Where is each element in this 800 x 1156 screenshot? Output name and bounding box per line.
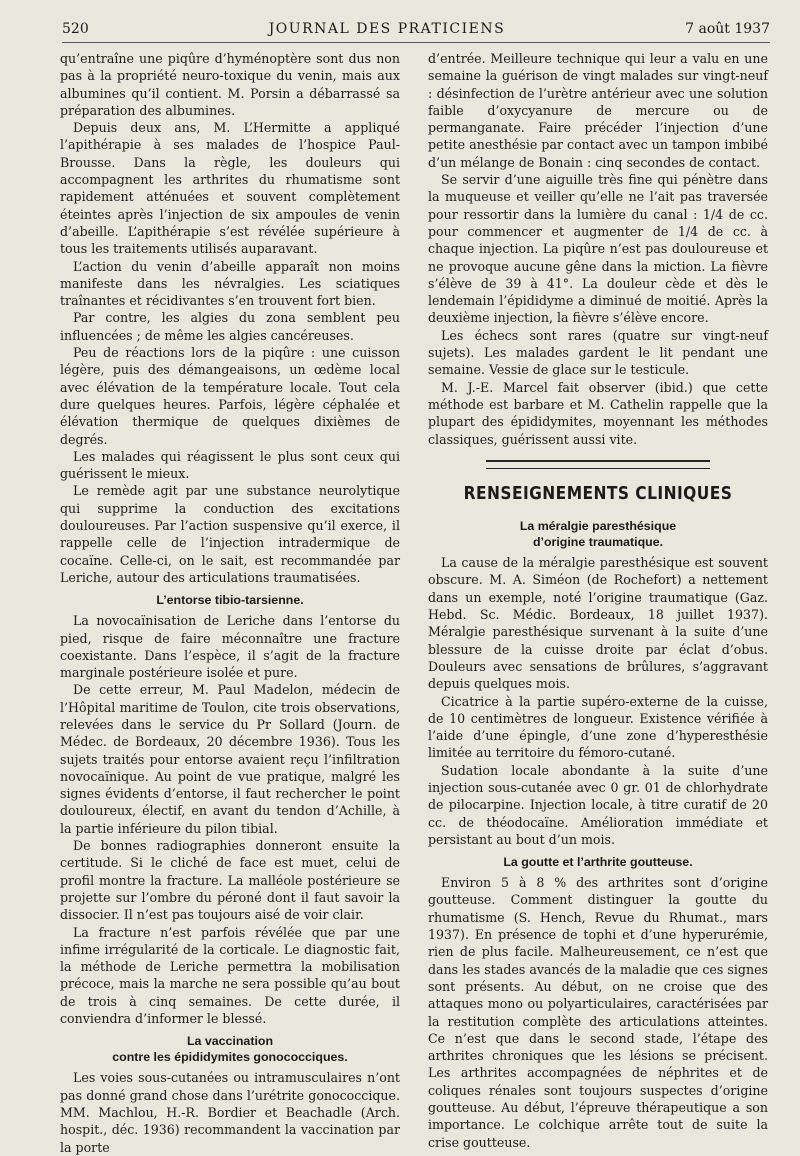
section-heading <box>60 1033 400 1065</box>
heading-line: La méralgie paresthésique <box>519 519 677 534</box>
issue-date: 7 août 1937 <box>685 21 770 37</box>
heading-line: La goutte et l’arthrite goutteuse. <box>503 855 693 870</box>
paragraph: Se servir d’une aiguille très fine qui pénètre dans la muqueuse et veiller qu’elle ne l’ait pas traversée pour ressortir dans la lumière du canal : 1/4 de cc. pour commencer et augmenter de 1/4 de cc. à chaque injection. La piqûre n’est pas douloureuse et ne provoque aucune gêne dans la miction. La fièvre s’élève de 39 à 41°. La douleur cède et dès le lendemain l’épididyme a diminué de moitié. Après la deuxième injection, la fièvre s’élève encore. <box>428 172 768 326</box>
right-column <box>428 50 768 1151</box>
paragraph: Le remède agit par une substance neurolytique qui supprime la conduction des excitations douloureuses. Par l’action suspensive qu’il exerce, il rappelle celle de l’injection intradermique de cocaïne. Celle-ci, on le sait, est recommandée par Leriche, autour des articulations traumatisées. <box>60 483 400 585</box>
section-divider <box>486 460 710 469</box>
heading-line: d’origine traumatique. <box>532 535 664 550</box>
paragraph: De bonnes radiographies donneront ensuite la certitude. Si le cliché de face est muet, celui de profil montre la fracture. La malléole postérieure se projette sur l’ombre du péroné dont il faut savoir la dissocier. Il n’est pas toujours aisé de voir clair. <box>60 838 400 923</box>
paragraph: La fracture n’est parfois révélée que par une infime irrégularité de la corticale. Le diagnostic fait, la méthode de Leriche permettra la mobilisation précoce, mais la marche ne sera possible qu’au bout de trois à cinq semaines. De cette durée, il conviendra d’informer le blessé. <box>60 924 400 1027</box>
paragraph: La cause de la méralgie paresthésique est souvent obscure. M. A. Siméon (de Rochefort) a nettement dans un exemple, noté l’origine traumatique (Gaz. Hebd. Sc. Médic. Bordeaux, 18 juillet 1937). Méralgie paresthésique survenant à la suite d’une blessure de la cuisse droite par éclat d’obus. Douleurs avec sensations de brûlures, s’aggravant depuis quelques mois. <box>428 555 768 692</box>
paragraph: M. J.-E. Marcel fait observer (ibid.) que cette méthode est barbare et M. Cathelin rappelle que la plupart des épididymites, moyennant les méthodes classiques, guérissent aussi vite. <box>428 379 768 447</box>
paragraph: L’action du venin d’abeille apparaît non moins manifeste dans les névralgies. Les sciatiques traînantes et récidivantes s’en trouvent fort bien. <box>60 258 400 309</box>
heading-line: La vaccination <box>186 1034 274 1049</box>
section-heading <box>428 518 768 550</box>
paragraph: Environ 5 à 8 % des arthrites sont d’origine goutteuse. Comment distinguer la goutte du rhumatisme (S. Hench, Revue du Rhumat., mars 1937). En présence de tophi et d’une hyperurémie, rien de plus facile. Malheureusement, ce n’est que dans les stades avancés de la maladie que ces signes sont présents. Au début, on ne croise que des attaques mono ou polyarticulaires, caractérisées par la restitution complète des articulations atteintes. Ce n’est que dans le second stade, l’étape des arthrites chroniques que les lésions se précisent. Les arthrites accompagnées de néphrites et de coliques rénales sont toujours suspectes d’origine goutteuse. Au début, l’épreuve thérapeutique a son importance. Le colchique arrête tout de suite la crise goutteuse. <box>428 875 768 1150</box>
paragraph: De cette erreur, M. Paul Madelon, médecin de l’Hôpital maritime de Toulon, cite trois observations, relevées dans le service du Pr Sollard (Journ. de Médec. de Bordeaux, 20 décembre 1936). Tous les sujets traités pour entorse avaient reçu l’infiltration novocaïnique. Au point de vue pratique, malgré les signes évidents d’entorse, il faut rechercher le point douloureux, électif, en avant du tendon d’Achille, à la partie inférieure du pilon tibial. <box>60 682 400 836</box>
running-header <box>62 16 770 43</box>
paragraph: Sudation locale abondante à la suite d’une injection sous-cutanée avec 0 gr. 01 de chlorhydrate de pilocarpine. Injection locale, à titre curatif de 20 cc. de théodocaïne. Amélioration immédiate et persistant au bout d’un mois. <box>428 762 768 847</box>
paragraph: Les voies sous-cutanées ou intramusculaires n’ont pas donné grand chose dans l’urétrite gonococcique. MM. Machlou, H.-R. Bordier et Beachadle (Arch. hospit., déc. 1936) recommandent la vaccination par la porte <box>60 1070 400 1155</box>
paragraph: La novocaïnisation de Leriche dans l’entorse du pied, risque de faire méconnaître une fracture coexistante. Dans l’espèce, il s’agit de la fracture marginale postérieure isolée et pure. <box>60 613 400 681</box>
left-column <box>60 50 400 1156</box>
paragraph: Cicatrice à la partie supéro-externe de la cuisse, de 10 centimètres de longueur. Existence vérifiée à l’aide d’une épingle, d’une zone d’hyperesthésie limitée au territoire du fémoro-cutané. <box>428 693 768 761</box>
paragraph: Peu de réactions lors de la piqûre : une cuisson légère, puis des démangeaisons, un œdème local avec élévation de la température locale. Tout cela dure quelques heures. Parfois, légère céphalée et élévation thermique de quelques dixièmes de degrés. <box>60 345 400 447</box>
journal-title: JOURNAL DES PRATICIENS <box>268 21 506 37</box>
paragraph: d’entrée. Meilleure technique qui leur a valu en une semaine la guérison de vingt malades sur vingt-neuf : désinfection de l’urètre antérieur avec une solution faible d’oxycyanure de mercure ou de permanganate. Faire précéder l’injection d’une petite anesthésie par contact avec un tampon imbibé d’un mélange de Bonain : cinq secondes de contact. <box>428 51 768 170</box>
heading-line: contre les épididymites gonococciques. <box>112 1050 348 1065</box>
paragraph: Les échecs sont rares (quatre sur vingt-neuf sujets). Les malades gardent le lit pendant une semaine. Vessie de glace sur le testicule. <box>428 327 768 378</box>
paragraph: Par contre, les algies du zona semblent peu influencées ; de même les algies cancéreuses. <box>60 310 400 343</box>
paragraph: qu’entraîne une piqûre d’hyménoptère sont dus non pas à la propriété neuro-toxique du venin, mais aux albumines qu’il contient. M. Porsin a débarrassé sa préparation des albumines. <box>60 51 400 118</box>
rubric-title: RENSEIGNEMENTS CLINIQUES <box>463 482 733 504</box>
paragraph: Depuis deux ans, M. L’Hermitte a appliqué l’apithérapie à ses malades de l’hospice Paul-Brousse. Dans la règle, les douleurs qui accompagnent les arthrites du rhumatisme sont rapidement atténuées et souvent complètement éteintes après l’injection de six ampoules de venin d’abeille. L’apithérapie s’est révélée supérieure à tous les traitements utilisés auparavant. <box>60 120 400 257</box>
heading-line: L’entorse tibio-tarsienne. <box>156 593 304 608</box>
page-number: 520 <box>62 21 89 37</box>
section-heading <box>428 854 768 870</box>
section-heading <box>60 592 400 608</box>
paragraph: Les malades qui réagissent le plus sont ceux qui guérissent le mieux. <box>60 448 400 482</box>
